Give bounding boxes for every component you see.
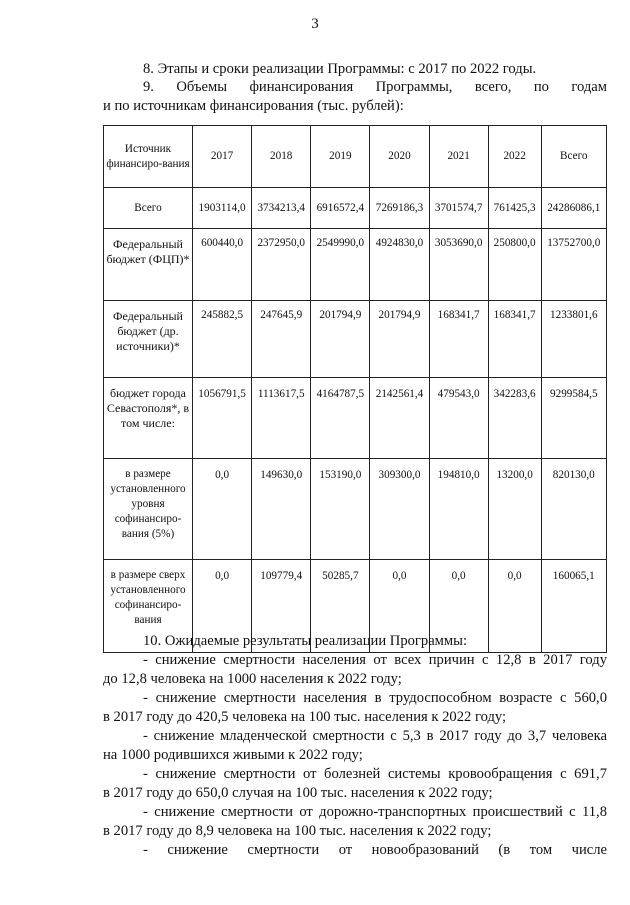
- row-label: в размере установленного уровня софинансиро-вания (5%): [104, 459, 193, 560]
- result-item-line: - снижение смертности от болезней системы кровообращения с 691,7: [143, 766, 607, 782]
- section-8-text: 8. Этапы и сроки реализации Программы: с 2017 по 2022 годы.: [143, 61, 537, 77]
- table-cell: 245882,5: [193, 301, 252, 378]
- section-9-line-2: и по источникам финансирования (тыс. рублей):: [103, 98, 404, 114]
- table-cell: 2142561,4: [370, 378, 429, 459]
- table-cell: 761425,3: [488, 188, 541, 229]
- table-cell: 3053690,0: [429, 229, 488, 301]
- table-cell: 4924830,0: [370, 229, 429, 301]
- row-label: Федеральный бюджет (ФЦП)*: [104, 229, 193, 301]
- result-item-line: в 2017 году до 420,5 человека на 100 тыс. населения к 2022 году;: [103, 709, 507, 725]
- table-cell: 0,0: [429, 560, 488, 653]
- section-10-text: [103, 632, 607, 860]
- result-item-line: в 2017 году до 8,9 человека на 100 тыс. населения к 2022 году;: [103, 823, 492, 839]
- result-item-line: - снижение смертности от новообразований (в том числе: [143, 842, 607, 858]
- table-cell: 160065,1: [541, 560, 606, 653]
- table-cell: 4164787,5: [311, 378, 370, 459]
- table-cell: 0,0: [193, 560, 252, 653]
- table-cell: 201794,9: [311, 301, 370, 378]
- table-cell: 342283,6: [488, 378, 541, 459]
- table-cell: 1056791,5: [193, 378, 252, 459]
- header-year: 2020: [370, 126, 429, 188]
- table-cell: 820130,0: [541, 459, 606, 560]
- table-cell: 1233801,6: [541, 301, 606, 378]
- table-cell: 168341,7: [488, 301, 541, 378]
- table-cell: 13200,0: [488, 459, 541, 560]
- table-cell: 250800,0: [488, 229, 541, 301]
- table-cell: 149630,0: [252, 459, 311, 560]
- table-cell: 6916572,4: [311, 188, 370, 229]
- result-item-line: - снижение младенческой смертности с 5,3 в 2017 году до 3,7 человека: [143, 728, 607, 744]
- row-label: Федеральный бюджет (др. источники)*: [104, 301, 193, 378]
- table-cell: 0,0: [488, 560, 541, 653]
- header-total: Всего: [541, 126, 606, 188]
- header-year: 2018: [252, 126, 311, 188]
- header-year: 2022: [488, 126, 541, 188]
- table-cell: 600440,0: [193, 229, 252, 301]
- table-cell: 2549990,0: [311, 229, 370, 301]
- table-cell: 0,0: [193, 459, 252, 560]
- section-9-line-1: 9. Объемы финансирования Программы, всего, по годам: [143, 79, 607, 95]
- section-10-title: 10. Ожидаемые результаты реализации Программы:: [143, 633, 467, 649]
- table-cell: 1903114,0: [193, 188, 252, 229]
- result-item-line: - снижение смертности населения в трудоспособном возрасте с 560,0: [143, 690, 607, 706]
- table-cell: 50285,7: [311, 560, 370, 653]
- table-cell: 153190,0: [311, 459, 370, 560]
- table-cell: 7269186,3: [370, 188, 429, 229]
- header-year: 2017: [193, 126, 252, 188]
- table-row: [104, 459, 607, 560]
- table-cell: 13752700,0: [541, 229, 606, 301]
- header-year: 2019: [311, 126, 370, 188]
- row-label: бюджет города Севастополя*, в том числе:: [104, 378, 193, 459]
- table-cell: 2372950,0: [252, 229, 311, 301]
- table-row: [104, 188, 607, 229]
- result-item-line: на 1000 родившихся живыми к 2022 году;: [103, 747, 363, 763]
- table-cell: 109779,4: [252, 560, 311, 653]
- table-cell: 201794,9: [370, 301, 429, 378]
- table-cell: 194810,0: [429, 459, 488, 560]
- result-item-line: - снижение смертности населения от всех причин с 12,8 в 2017 году: [143, 652, 607, 668]
- page-number: 3: [311, 16, 319, 32]
- table-row: [104, 229, 607, 301]
- row-label: в размере сверх установленного софинансиро-вания: [104, 560, 193, 653]
- financing-table: [103, 125, 607, 653]
- header-year: 2021: [429, 126, 488, 188]
- table-cell: 479543,0: [429, 378, 488, 459]
- section-9-text: [103, 78, 607, 116]
- table-row: [104, 378, 607, 459]
- result-item-line: - снижение смертности от дорожно-транспортных происшествий с 11,8: [143, 804, 607, 820]
- table-cell: 168341,7: [429, 301, 488, 378]
- table-cell: 24286086,1: [541, 188, 606, 229]
- result-item-line: в 2017 году до 650,0 случая на 100 тыс. населения к 2022 году;: [103, 785, 493, 801]
- table-cell: 309300,0: [370, 459, 429, 560]
- table-cell: 247645,9: [252, 301, 311, 378]
- table-row: [104, 301, 607, 378]
- table-cell: 0,0: [370, 560, 429, 653]
- row-label: Всего: [104, 188, 193, 229]
- table-cell: 9299584,5: [541, 378, 606, 459]
- table-header-row: [104, 126, 607, 188]
- header-source: Источник финансиро-вания: [104, 126, 193, 188]
- table-cell: 3701574,7: [429, 188, 488, 229]
- table-cell: 1113617,5: [252, 378, 311, 459]
- result-item-line: до 12,8 человека на 1000 населения к 2022 году;: [103, 671, 402, 687]
- table-cell: 3734213,4: [252, 188, 311, 229]
